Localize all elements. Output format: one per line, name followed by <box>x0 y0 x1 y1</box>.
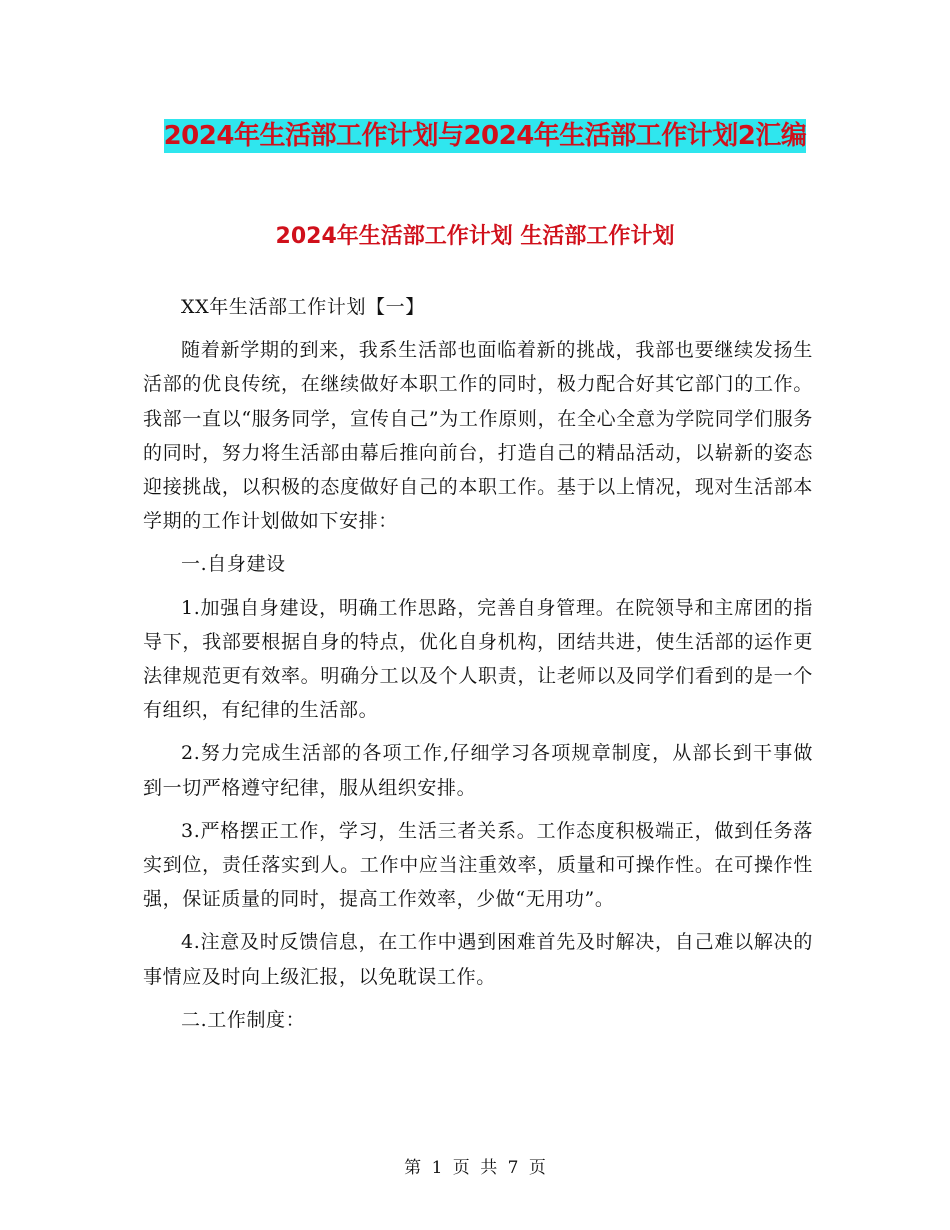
paragraph: 随着新学期的到来，我系生活部也面临着新的挑战，我部也要继续发扬生活部的优良传统，在继续做好本职工作的同时，极力配合好其它部门的工作。我部一直以“服务同学，宣传自己”为工作原则，在全心全意为学院同学们服务的同时，努力将生活部由幕后推向前台，打造自己的精品活动，以崭新的姿态迎接挑战，以积极的态度做好自己的本职工作。基于以上情况，现对生活部本学期的工作计划做如下安排： <box>143 339 813 533</box>
paragraph: 1.加强自身建设，明确工作思路，完善自身管理。在院领导和主席团的指导下，我部要根据自身的特点，优化自身机构，团结共进，使生活部的运作更法律规范更有效率。明确分工以及个人职责，让老师以及同学们看到的是一个有组织，有纪律的生活部。 <box>143 596 813 722</box>
paragraph: 2.努力完成生活部的各项工作,仔细学习各项规章制度，从部长到干事做到一切严格遵守纪律，服从组织安排。 <box>143 742 813 799</box>
document-body <box>143 290 813 1037</box>
paragraph: 二.工作制度： <box>181 1008 306 1031</box>
document-title-text: 2024年生活部工作计划与2024年生活部工作计划2汇编 <box>163 121 807 151</box>
paragraph: 4.注意及时反馈信息，在工作中遇到困难首先及时解决，自己难以解决的事情应及时向上级汇报，以免耽误工作。 <box>143 931 813 988</box>
paragraph: 一.自身建设 <box>181 553 286 576</box>
paragraph: 3.严格摆正工作，学习，生活三者关系。工作态度积极端正，做到任务落实到位，责任落实到人。工作中应当注重效率，质量和可操作性。在可操作性强，保证质量的同时，提高工作效率，少做“无用功”。 <box>143 819 813 911</box>
page-footer: 第 1 页 共 7 页 <box>404 1158 546 1178</box>
section-title: 2024年生活部工作计划 生活部工作计划 <box>275 224 675 249</box>
document-title <box>140 112 830 161</box>
paragraph-heading: XX年生活部工作计划【一】 <box>181 296 425 318</box>
